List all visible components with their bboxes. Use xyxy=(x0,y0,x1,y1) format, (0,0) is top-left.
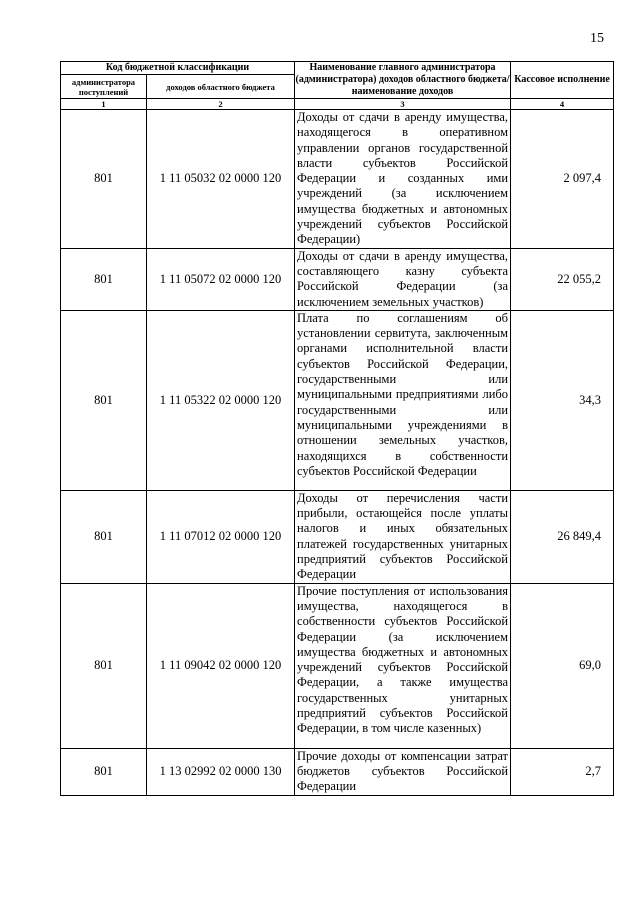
page-number: 15 xyxy=(590,31,604,46)
column-numbers-row xyxy=(61,99,614,110)
column-number: 2 xyxy=(147,99,295,110)
revenue-name: Доходы от сдачи в аренду имущества, находящегося в оперативном управлении органов государственной власти субъектов Российской Федерации и созданных ими учреждений (за исключением имущества бюджетных и автономных учреждений субъектов Российской Федерации) xyxy=(295,110,511,249)
column-number: 4 xyxy=(511,99,614,110)
header-code: доходов областного бюджета xyxy=(147,75,295,99)
revenue-code: 1 13 02992 02 0000 130 xyxy=(147,748,295,795)
header-admin: администратора поступлений xyxy=(61,75,147,99)
table-row xyxy=(61,583,614,748)
column-number: 3 xyxy=(295,99,511,110)
revenue-code: 1 11 05322 02 0000 120 xyxy=(147,310,295,490)
revenue-name: Доходы от сдачи в аренду имущества, составляющего казну субъекта Российской Федерации (за исключением земельных участков) xyxy=(295,248,511,310)
admin-code: 801 xyxy=(61,248,147,310)
revenue-name: Прочие доходы от компенсации затрат бюджетов субъектов Российской Федерации xyxy=(295,748,511,795)
header-amount: Кассовое исполнение xyxy=(511,62,614,99)
table-row xyxy=(61,310,614,490)
revenue-amount: 69,0 xyxy=(511,583,614,748)
revenue-amount: 26 849,4 xyxy=(511,490,614,583)
admin-code: 801 xyxy=(61,490,147,583)
table-row xyxy=(61,748,614,795)
revenue-code: 1 11 05072 02 0000 120 xyxy=(147,248,295,310)
admin-code: 801 xyxy=(61,748,147,795)
table-row xyxy=(61,110,614,249)
revenue-name: Плата по соглашениям об установлении сервитута, заключенным органами исполнительной власти субъектов Российской Федерации, государственными или муниципальными предприятиями либо государственными или муниципальными учреждениями в отношении земельных участков, находящихся в собственности субъектов Российской Федерации xyxy=(295,310,511,490)
header-name: Наименование главного администратора (администратора) доходов областного бюджета/ наименование доходов xyxy=(295,62,510,97)
revenue-code: 1 11 05032 02 0000 120 xyxy=(147,110,295,249)
admin-code: 801 xyxy=(61,110,147,249)
admin-code: 801 xyxy=(61,583,147,748)
revenue-table xyxy=(60,61,614,796)
revenue-code: 1 11 09042 02 0000 120 xyxy=(147,583,295,748)
table-row xyxy=(61,248,614,310)
admin-code: 801 xyxy=(61,310,147,490)
revenue-amount: 34,3 xyxy=(511,310,614,490)
revenue-amount: 22 055,2 xyxy=(511,248,614,310)
revenue-amount: 2,7 xyxy=(511,748,614,795)
header-budget-classification: Код бюджетной классификации xyxy=(61,62,295,75)
table-row xyxy=(61,490,614,583)
revenue-name: Доходы от перечисления части прибыли, остающейся после уплаты налогов и иных обязательных платежей государственных унитарных предприятий субъектов Российской Федерации xyxy=(295,490,511,583)
revenue-amount: 2 097,4 xyxy=(511,110,614,249)
column-number: 1 xyxy=(61,99,147,110)
revenue-name: Прочие поступления от использования имущества, находящегося в собственности субъектов Российской Федерации (за исключением имущества бюджетных и автономных учреждений субъектов Российской Федерации, а также имущества государственных унитарных предприятий субъектов Российской Федерации, в том числе казенных) xyxy=(295,583,511,748)
revenue-code: 1 11 07012 02 0000 120 xyxy=(147,490,295,583)
